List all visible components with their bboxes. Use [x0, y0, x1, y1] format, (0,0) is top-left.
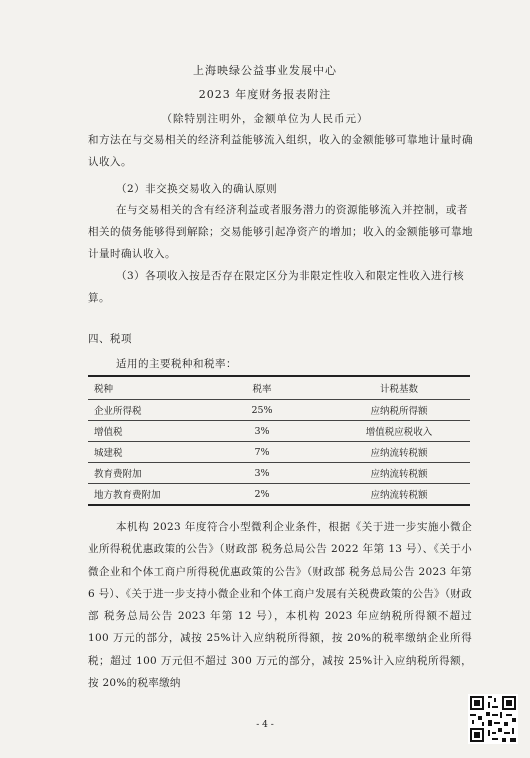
cell-tax-base: 增值税应税收入 [328, 421, 470, 442]
cell-tax-rate: 3% [196, 463, 328, 484]
cell-tax-type: 教育费附加 [88, 463, 196, 484]
table-header-row [88, 376, 470, 400]
cell-tax-rate: 7% [196, 442, 328, 463]
paragraph-continued: 和方法在与交易相关的经济利益能够流入组织，收入的金额能够可靠地计量时确认收入。 [88, 134, 473, 168]
report-title: 2023 年度财务报表附注 [198, 88, 332, 101]
section-title-taxes: 四、税项 [88, 333, 132, 345]
table-row [88, 484, 470, 506]
qr-code-icon [468, 694, 518, 744]
cell-tax-rate: 2% [196, 484, 328, 506]
cell-tax-base: 应纳流转税额 [328, 463, 470, 484]
header-tax-base: 计税基数 [328, 376, 470, 400]
header-tax-type: 税种 [88, 376, 196, 400]
cell-tax-base: 应纳流转税额 [328, 442, 470, 463]
paragraph-nonexchange: 在与交易相关的含有经济利益或者服务潜力的资源能够流入并控制，或者相关的债务能够得到解除；交易能够引起净资产的增加；收入的金额能够可靠地计量时确认收入。 [88, 204, 473, 260]
header-tax-rate: 税率 [196, 376, 328, 400]
cell-tax-rate: 3% [196, 421, 328, 442]
cell-tax-type: 企业所得税 [88, 400, 196, 421]
unit-note: （除特别注明外，金额单位为人民币元） [161, 113, 369, 125]
subheading-nonexchange: （2）非交换交易收入的确认原则 [116, 183, 278, 195]
cell-tax-type: 增值税 [88, 421, 196, 442]
table-row [88, 400, 470, 421]
table-row [88, 463, 470, 484]
paragraph-small-enterprise-policy: 本机构 2023 年度符合小型微利企业条件，根据《关于进一步实施小微企业所得税优惠政策的公告》（财政部 税务总局公告 2022 年第 13 号）、《关于小微企业和个体工商户所得税优惠政策的公告》（财政部 税务总局公告 2023 年第 6 号）、《关于进一步支持小微企业和个体工商户发展有关税费政策的公告》（财政部 税务总局公告 2023 年第 12 号），本机构 2023 年应纳税所得额不超过 100 万元的部分，减按 25%计入应纳税所得额，按 20%的税率缴纳企业所得税；超过 100 万元但不超过 300 万元的部分，减按 25%计入应纳税所得额，按 20%的税率缴纳 [88, 521, 472, 690]
tax-rate-table [88, 375, 470, 506]
cell-tax-base: 应纳税所得额 [328, 400, 470, 421]
page-number: - 4 - [256, 720, 274, 730]
cell-tax-type: 城建税 [88, 442, 196, 463]
table-row [88, 421, 470, 442]
paragraph-income-classification: （3）各项收入按是否存在限定区分为非限定性收入和限定性收入进行核算。 [88, 270, 465, 304]
cell-tax-rate: 25% [196, 400, 328, 421]
table-caption: 适用的主要税种和税率： [116, 358, 237, 370]
cell-tax-type: 地方教育费附加 [88, 484, 196, 506]
cell-tax-base: 应纳流转税额 [328, 484, 470, 506]
organization-name: 上海映绿公益事业发展中心 [193, 64, 337, 77]
table-row [88, 442, 470, 463]
